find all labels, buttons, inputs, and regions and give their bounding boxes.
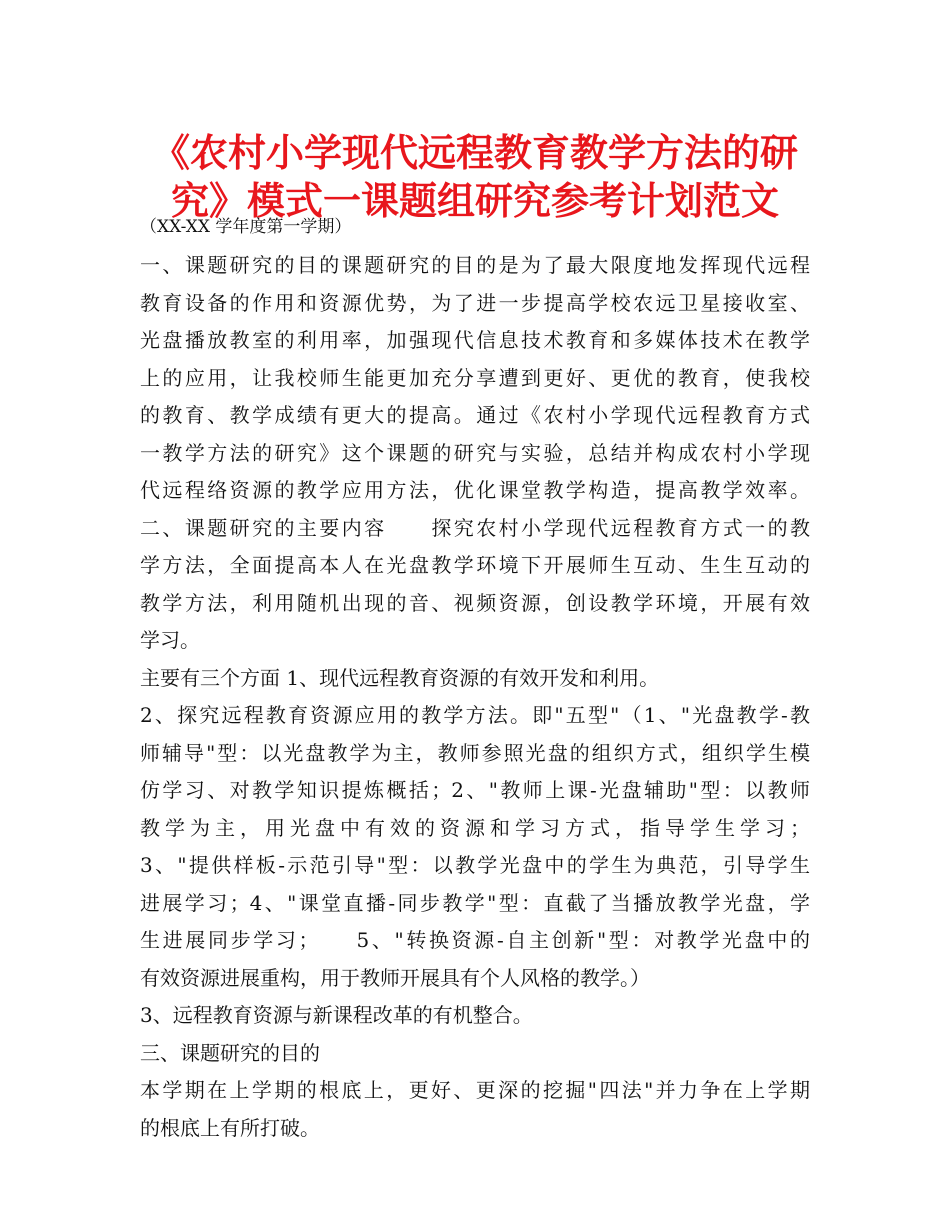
- body-line: 一教学方法的研究》这个课题的研究与实验，总结并构成农村小学现: [140, 440, 810, 465]
- body-line: 仿学习、对教学知识提炼概括；2、"教师上课-光盘辅助"型：以教师: [140, 778, 810, 802]
- body-line: 2、探究远程教育资源应用的教学方法。即"五型"（1、"光盘教学-教: [140, 703, 810, 727]
- body-line: 师辅导"型：以光盘教学为主，教师参照光盘的组织方式，组织学生模: [140, 740, 810, 765]
- body-line: 光盘播放教室的利用率，加强现代信息技术教育和多媒体技术在教学: [140, 328, 810, 352]
- body-line: 生进展同步学习； 5、"转换资源-自主创新"型：对教学光盘中的: [140, 928, 810, 952]
- body-line: 3、"提供样板-示范引导"型：以教学光盘中的学生为典范，引导学生: [140, 853, 810, 877]
- body-line: 上的应用，让我校师生能更加充分享遭到更好、更优的教育，使我校: [140, 365, 810, 390]
- body-line: 的根底上有所打破。: [140, 1115, 320, 1140]
- body-line: 教学方法，利用随机出现的音、视频资源，创设教学环境，开展有效: [140, 590, 810, 615]
- body-line: 3、远程教育资源与新课程改革的有机整合。: [140, 1003, 533, 1027]
- document-title-line-2: 究》模式一课题组研究参考计划范文: [170, 179, 779, 223]
- body-line: 本学期在上学期的根底上，更好、更深的挖掘"四法"并力争在上学期: [140, 1078, 810, 1102]
- body-line: 有效资源进展重构，用于教师开展具有个人风格的教学。）: [140, 965, 650, 990]
- body-line: 教育设备的作用和资源优势，为了进一步提高学校农远卫星接收室、: [140, 290, 810, 315]
- body-line: 二、课题研究的主要内容 探究农村小学现代远程教育方式一的教: [140, 515, 810, 540]
- body-line: 三、课题研究的目的: [140, 1040, 320, 1065]
- body-line: 学习。: [140, 628, 200, 652]
- body-line: 教学为主，用光盘中有效的资源和学习方式，指导学生学习；: [140, 815, 810, 840]
- document-title-line-1: 《农村小学现代远程教育教学方法的研: [151, 131, 798, 175]
- body-line: 主要有三个方面 1、现代远程教育资源的有效开发和利用。: [140, 665, 660, 690]
- body-line: 的教育、教学成绩有更大的提高。通过《农村小学现代远程教育方式: [140, 403, 810, 427]
- body-line: 学方法，全面提高本人在光盘教学环境下开展师生互动、生生互动的: [140, 553, 810, 577]
- body-line: 代远程络资源的教学应用方法，优化课堂教学构造，提高教学效率。: [140, 478, 810, 502]
- body-line: 一、课题研究的目的课题研究的目的是为了最大限度地发挥现代远程: [140, 253, 810, 277]
- document-subtitle: （XX-XX 学年度第一学期）: [140, 217, 352, 237]
- body-line: 进展学习；4、"课堂直播-同步教学"型：直截了当播放教学光盘，学: [140, 890, 810, 915]
- document-body: [140, 247, 810, 1147]
